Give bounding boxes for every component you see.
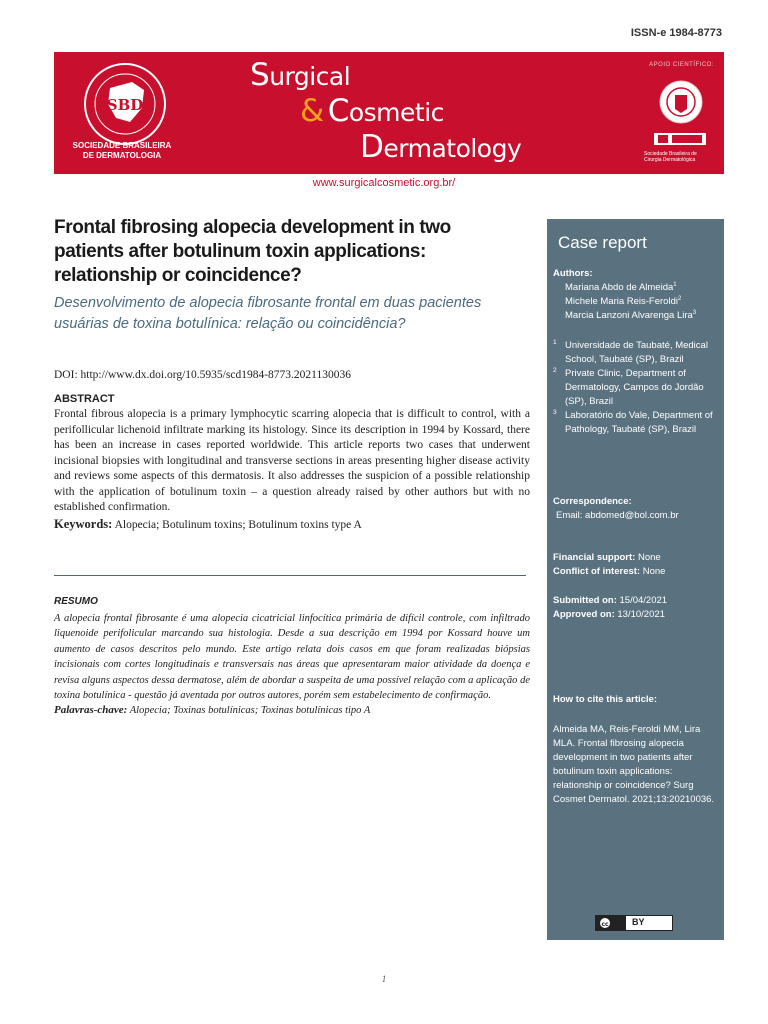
sbcd-mark-icon xyxy=(654,132,706,146)
author-item xyxy=(565,310,696,321)
svg-text:cc: cc xyxy=(601,921,609,928)
conflict-label: Conflict of interest: xyxy=(553,566,641,577)
conflict-of-interest xyxy=(553,566,665,577)
society-name-line2: DE DERMATOLOGIA xyxy=(82,151,162,160)
author-name: Mariana Abdo de Almeida xyxy=(565,282,674,294)
cc-icon xyxy=(596,916,626,930)
license-label: BY xyxy=(632,917,645,927)
journal-title-word1: urgical xyxy=(269,62,351,91)
approved-label: Approved on: xyxy=(553,609,615,620)
journal-title xyxy=(250,58,521,166)
affiliation-item xyxy=(553,367,719,409)
author-sup: 1 xyxy=(673,282,677,288)
financial-label: Financial support: xyxy=(553,552,636,563)
affiliation-item xyxy=(553,339,719,367)
journal-title-word2: osmetic xyxy=(348,98,444,127)
cite-text: Almeida MA, Reis-Feroldi MM, Lira MLA. Frontal fibrosing alopecia development in two patients after botulinum toxin applications: relationship or coincidence? Surg Cosmet Dermatol. 2021;13:20210036. xyxy=(553,724,715,805)
financial-value: None xyxy=(637,552,661,563)
affiliation-num: 3 xyxy=(553,409,557,416)
correspondence-label-text: Correspondence: xyxy=(553,496,632,507)
resumo-text: A alopecia frontal fibrosante é uma alopecia cicatricial linfocítica primária de difícil controle, com infiltrado liquenoide perifolicular marcando sua histologia. Desde a sua descrição em 1994 por Kossard houve um aumento de casos descritos pelo mundo. Este artigo relata dois casos em que foram realizadas biópsias incisionais com cortes longitudinais e transversais nas áreas que apresentaram maior atividade da doença e revisa alguns aspectos dessa dermatose, além de abordar a suspeita de uma possível relação com a aplicação de toxina botulínica - questão já aventada por outros autores, porém sem estabelecimento de confirmação. xyxy=(54,613,530,702)
affiliation-num: 1 xyxy=(553,339,557,346)
approved-date xyxy=(553,609,665,620)
journal-title-d: D xyxy=(360,129,384,165)
cc-by-license-badge[interactable] xyxy=(595,915,673,931)
journal-title-c: C xyxy=(327,93,349,129)
conflict-value: None xyxy=(642,566,666,577)
page-number: 1 xyxy=(381,974,387,984)
palavras-label: Palavras-chave: xyxy=(54,704,128,716)
article-type: Case report xyxy=(558,233,647,252)
author-sup: 3 xyxy=(692,310,697,316)
keywords-label: Keywords: xyxy=(54,517,113,531)
affiliation-num: 2 xyxy=(553,367,557,374)
society-name-line1: SOCIEDADE BRASILEIRA xyxy=(72,141,172,150)
financial-support xyxy=(553,552,661,563)
affiliation-item xyxy=(553,409,719,437)
article-info-sidebar xyxy=(547,219,724,940)
sbd-logo-text: SBD xyxy=(106,96,144,114)
journal-banner xyxy=(54,52,724,174)
resumo-heading: RESUMO xyxy=(54,596,98,607)
support-label: APOIO CIENTÍFICO: xyxy=(649,62,714,68)
support-name-line1: Sociedade Brasileira de xyxy=(644,151,697,157)
affiliation-text: Laboratório do Vale, Department of Pathology, Taubaté (SP), Brazil xyxy=(565,410,713,435)
affiliation-text: Universidade de Taubaté, Medical School, Taubaté (SP), Brazil xyxy=(565,340,708,365)
palavras-text: Alopecia; Toxinas botulínicas; Toxinas botulínicas tipo A xyxy=(129,705,371,716)
support-society-name xyxy=(644,151,708,163)
keywords-text: Alopecia; Botulinum toxins; Botulinum toxins type A xyxy=(114,519,362,531)
section-divider xyxy=(54,575,526,576)
author-name: Michele Maria Reis-Feroldi xyxy=(565,296,678,308)
issn-label: ISSN-e 1984-8773 xyxy=(630,27,722,39)
author-item xyxy=(565,282,677,293)
correspondence-email[interactable]: Email: abdomed@bol.com.br xyxy=(556,510,679,521)
society-name xyxy=(60,141,184,161)
author-item xyxy=(565,296,681,307)
journal-title-word3: ermatology xyxy=(383,134,522,163)
doi-link[interactable]: DOI: http://www.dx.doi.org/10.5935/scd1984-8773.2021130036 xyxy=(54,369,351,381)
author-name: Marcia Lanzoni Alvarenga Lira xyxy=(565,310,693,322)
submitted-value: 15/04/2021 xyxy=(619,595,668,606)
sbd-logo-icon xyxy=(72,60,178,152)
cite-heading xyxy=(553,694,657,705)
abstract-text: Frontal fibrous alopecia is a primary lymphocytic scarring alopecia that is difficult to control, with a perifollicular lichenoid infiltrate marking its histology. Since its description in 1994 by Kossard, there has been an increase in cases reported worldwide. This article reports two cases that underwent incisional biopsies with longitudinal and transverse sections in areas presenting higher disease activity and reviews some aspects of this dermatosis. It also addresses the suspicion of a possible relationship with the application of botulinum toxin – a question already raised by other authors but with no established confirmation. xyxy=(54,408,530,513)
affiliation-text: Private Clinic, Department of Dermatology, Campos do Jordão (SP), Brazil xyxy=(565,368,704,407)
journal-title-amp: & xyxy=(300,93,324,129)
submitted-label: Submitted on: xyxy=(553,595,617,606)
correspondence-label xyxy=(553,496,632,507)
article-title: Frontal fibrosing alopecia development in two patients after botulinum toxin applications: relationship or coincidence? xyxy=(54,217,451,286)
authors-heading: Authors: xyxy=(553,268,593,279)
article-subtitle: Desenvolvimento de alopecia fibrosante frontal em duas pacientes usuárias de toxina botulínica: relação ou coincidência? xyxy=(54,295,482,332)
palavras-chave xyxy=(54,704,530,716)
cite-label: How to cite this article: xyxy=(553,694,657,705)
journal-title-s: S xyxy=(250,57,270,93)
website-link[interactable]: www.surgicalcosmetic.org.br/ xyxy=(312,177,456,189)
support-name-line2: Cirurgia Dermatológica xyxy=(644,157,696,163)
submitted-date xyxy=(553,595,667,606)
keywords xyxy=(54,517,530,532)
approved-value: 13/10/2021 xyxy=(617,609,665,620)
abstract-heading: ABSTRACT xyxy=(54,393,115,405)
sbcd-seal-icon xyxy=(658,79,704,125)
author-sup: 2 xyxy=(677,296,682,302)
